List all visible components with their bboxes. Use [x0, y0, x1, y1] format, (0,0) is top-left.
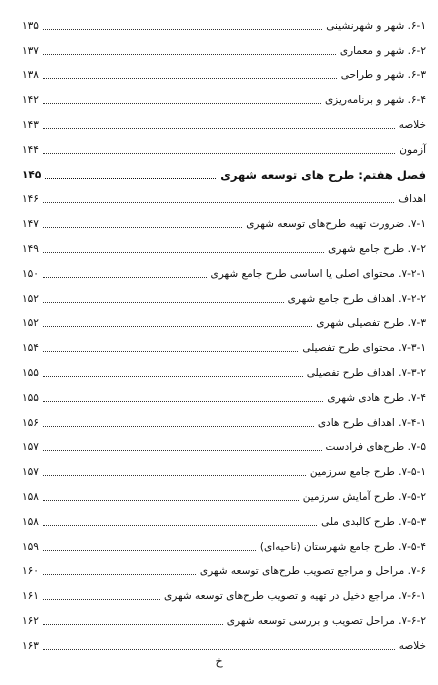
toc-entry-page: ۱۴۶: [22, 193, 39, 206]
toc-entry-title: ۷-۶-۲. مراحل تصویب و بررسی توسعه شهری: [226, 614, 426, 627]
dot-leader: [43, 500, 299, 501]
dot-leader: [43, 401, 323, 402]
dot-leader: [43, 302, 284, 303]
toc-entry-title: ۷-۵-۱. طرح جامع سرزمین: [309, 466, 426, 479]
toc-entry-page: ۱۴۷: [22, 218, 39, 231]
toc-entry-title: ۷-۵-۲. طرح آمایش سرزمین: [302, 490, 426, 503]
toc-entry-page: ۱۵۸: [22, 515, 39, 528]
toc-entry-page: ۱۶۱: [22, 590, 39, 603]
dot-leader: [43, 202, 394, 203]
toc-entry-page: ۱۴۵: [22, 168, 42, 181]
toc-entry-page: ۱۵۰: [22, 267, 39, 280]
toc-entry-title: ۶-۴. شهر و برنامه‌ریزی: [324, 94, 426, 107]
toc-entry: [22, 355, 426, 380]
dot-leader: [43, 525, 317, 526]
toc-entry-title: ۷-۶-۱. مراجع دخیل در تهیه و تصویب طرح‌های توسعه شهری: [163, 590, 426, 603]
toc-entry: [22, 256, 426, 281]
toc-entry-page: ۱۳۷: [22, 44, 39, 57]
toc-entry-title: ۷-۳-۲. اهداف طرح تفصیلی: [306, 366, 426, 379]
toc-entry: [22, 182, 426, 207]
toc-entry: [22, 330, 426, 355]
toc-entry-title: ۷-۲-۱. محتوای اصلی یا اساسی طرح جامع شهری: [210, 267, 426, 280]
toc-entry: [22, 58, 426, 83]
toc-entry: [22, 206, 426, 231]
dot-leader: [43, 351, 298, 352]
toc-entry: [22, 107, 426, 132]
dot-leader: [43, 574, 196, 575]
toc-entry-title: خلاصه: [398, 639, 426, 652]
toc-entry: [22, 405, 426, 430]
toc-entry: [22, 231, 426, 256]
dot-leader: [43, 128, 395, 129]
toc-entry-title: فصل هفتم: طرح های توسعه شهری: [220, 167, 426, 182]
toc-entry-page: ۱۴۹: [22, 242, 39, 255]
toc-entry-title: ۷-۵. طرح‌های فرادست: [325, 441, 426, 454]
toc-entry: [22, 33, 426, 58]
toc-entry-title: آزمون: [399, 143, 426, 156]
table-of-contents: [22, 8, 426, 653]
dot-leader: [45, 178, 216, 179]
toc-entry-page: ۱۵۷: [22, 441, 39, 454]
toc-entry-page: ۱۵۸: [22, 490, 39, 503]
toc-entry-page: ۱۵۲: [22, 317, 39, 330]
toc-entry-page: ۱۵۷: [22, 466, 39, 479]
toc-entry-page: ۱۴۳: [22, 118, 39, 131]
toc-entry-title: ۷-۶. مراحل و مراجع تصویب طرح‌های توسعه شهری: [199, 565, 426, 578]
toc-entry: [22, 504, 426, 529]
dot-leader: [43, 450, 322, 451]
toc-entry: [22, 82, 426, 107]
toc-entry: [22, 479, 426, 504]
toc-entry-title: ۶-۱. شهر و شهرنشینی: [326, 19, 426, 32]
toc-entry-title: ۷-۴-۱. اهداف طرح هادی: [317, 416, 426, 429]
dot-leader: [43, 599, 160, 600]
toc-entry-page: ۱۵۵: [22, 366, 39, 379]
toc-entry: [22, 430, 426, 455]
toc-entry-title: ۶-۲. شهر و معماری: [339, 44, 426, 57]
dot-leader: [43, 624, 223, 625]
chapter-heading-row: [22, 157, 426, 182]
toc-entry-title: ۷-۳. طرح تفصیلی شهری: [316, 317, 426, 330]
dot-leader: [43, 475, 306, 476]
toc-entry-title: ۷-۱. ضرورت تهیه طرح‌های توسعه شهری: [246, 218, 426, 231]
toc-entry-page: ۱۵۶: [22, 416, 39, 429]
toc-entry-title: ۷-۵-۴. طرح جامع شهرستان (ناحیه‌ای): [259, 540, 426, 553]
toc-entry-title: ۷-۲-۲. اهداف طرح جامع شهری: [287, 292, 426, 305]
dot-leader: [43, 649, 395, 650]
toc-entry-page: ۱۵۵: [22, 391, 39, 404]
toc-entry: [22, 380, 426, 405]
toc-entry: [22, 554, 426, 579]
toc-entry-page: ۱۶۰: [22, 565, 39, 578]
toc-entry-page: ۱۳۸: [22, 69, 39, 82]
toc-entry-title: ۶-۳. شهر و طراحی: [340, 69, 426, 82]
toc-entry: [22, 454, 426, 479]
toc-entry-page: ۱۶۳: [22, 639, 39, 652]
dot-leader: [43, 103, 321, 104]
toc-entry-page: ۱۵۴: [22, 342, 39, 355]
toc-entry-title: ۷-۴. طرح هادی شهری: [327, 391, 426, 404]
dot-leader: [43, 54, 336, 55]
toc-entry: [22, 628, 426, 653]
toc-entry: [22, 603, 426, 628]
toc-entry-title: اهداف: [398, 193, 426, 206]
toc-entry-page: ۱۴۲: [22, 94, 39, 107]
dot-leader: [43, 78, 337, 79]
toc-entry-title: خلاصه: [398, 118, 426, 131]
toc-entry: [22, 306, 426, 331]
dot-leader: [43, 326, 312, 327]
toc-entry: [22, 578, 426, 603]
toc-entry-page: ۱۴۴: [22, 143, 39, 156]
dot-leader: [43, 227, 242, 228]
dot-leader: [43, 376, 303, 377]
toc-entry: [22, 281, 426, 306]
dot-leader: [43, 426, 314, 427]
dot-leader: [43, 29, 322, 30]
toc-entry: [22, 132, 426, 157]
dot-leader: [43, 252, 324, 253]
toc-entry: [22, 529, 426, 554]
toc-entry-page: ۱۶۲: [22, 614, 39, 627]
toc-entry-page: ۱۵۲: [22, 292, 39, 305]
toc-entry-title: ۷-۳-۱. محتوای طرح تفصیلی: [302, 342, 426, 355]
toc-entry: [22, 8, 426, 33]
toc-entry-page: ۱۳۵: [22, 19, 39, 32]
toc-entry-title: ۷-۲. طرح جامع شهری: [328, 242, 426, 255]
toc-entry-title: ۷-۵-۳. طرح کالبدی ملی: [321, 515, 426, 528]
dot-leader: [43, 550, 256, 551]
page-footer-letter: خ: [215, 655, 223, 668]
dot-leader: [43, 277, 207, 278]
dot-leader: [43, 153, 395, 154]
toc-entry-page: ۱۵۹: [22, 540, 39, 553]
